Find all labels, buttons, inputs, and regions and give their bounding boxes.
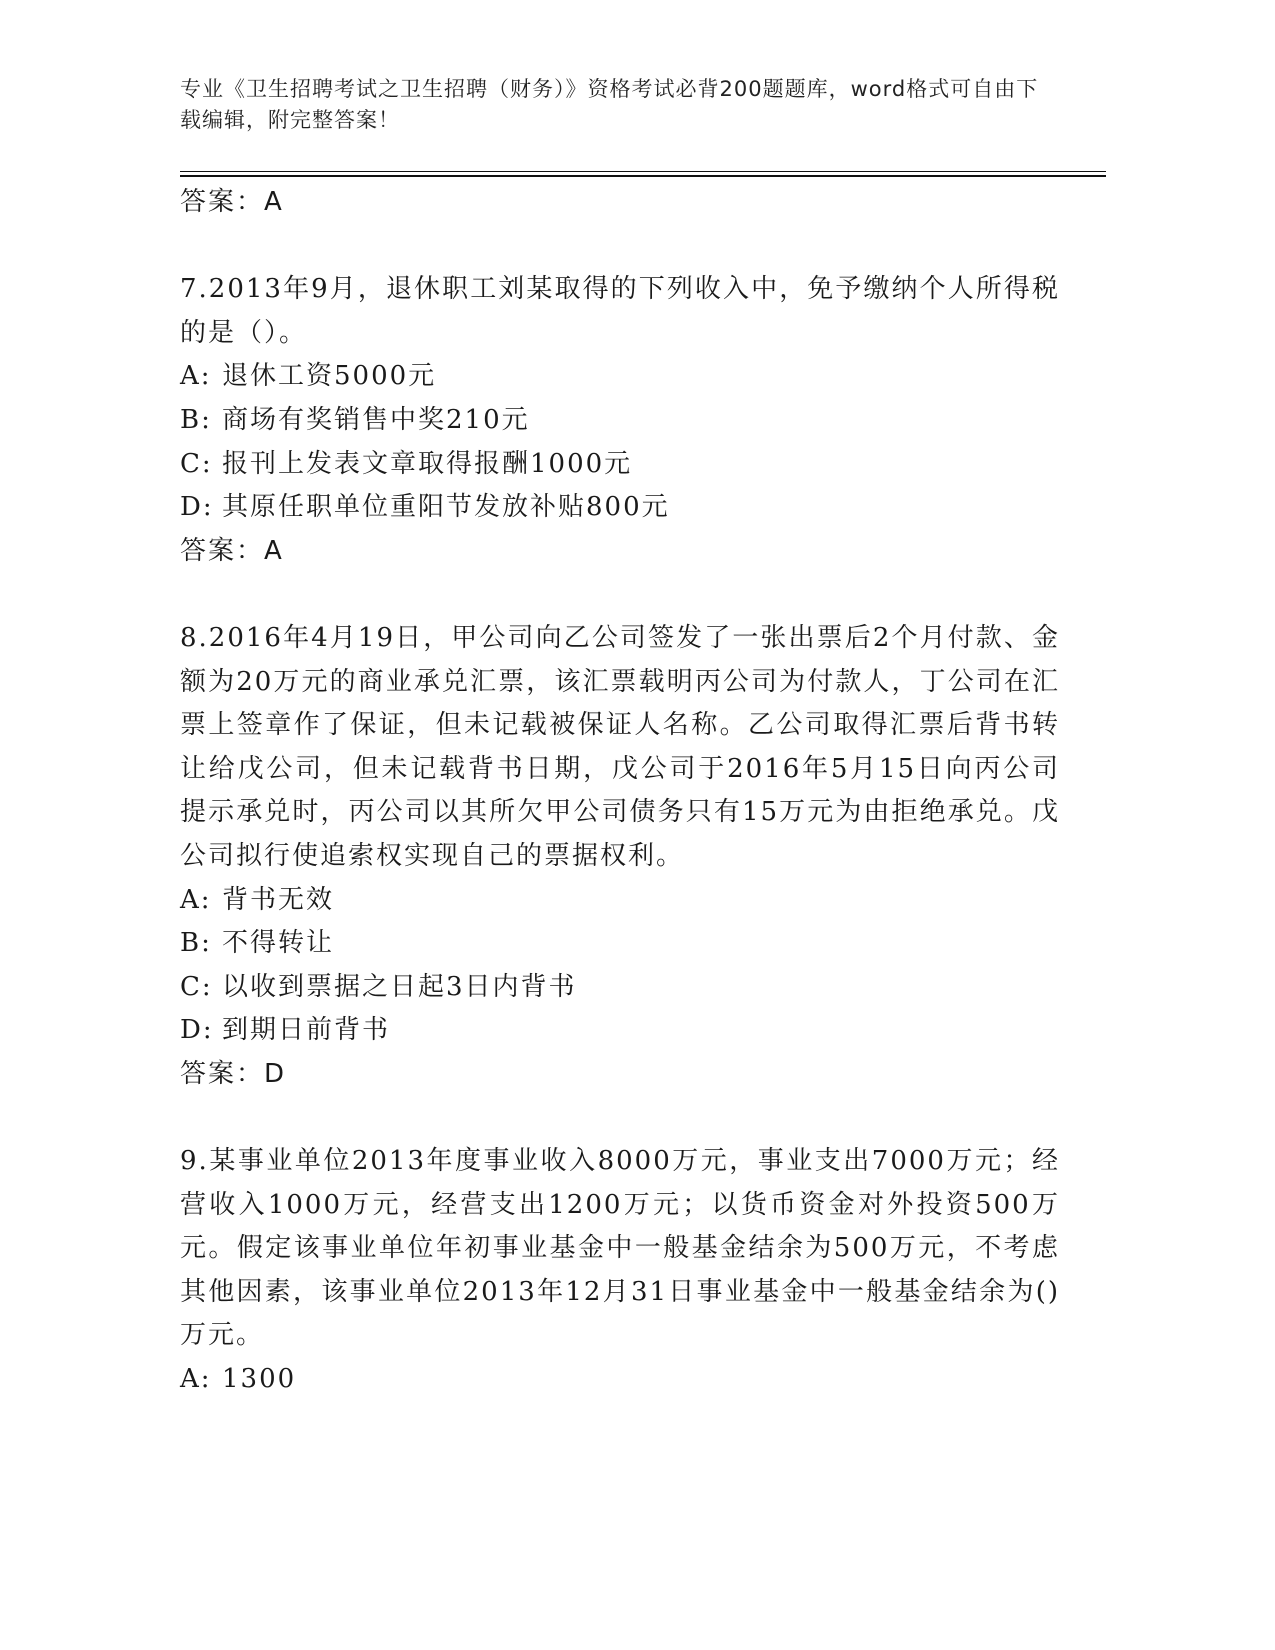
option-c bbox=[180, 966, 1060, 1010]
option-key: D: bbox=[180, 492, 214, 523]
question-block bbox=[180, 617, 1060, 1097]
answer-label: 答案： bbox=[180, 1058, 265, 1089]
answer-line bbox=[180, 1053, 1060, 1097]
option-key: B: bbox=[180, 928, 212, 959]
document-body bbox=[180, 181, 1060, 1402]
question-block bbox=[180, 268, 1060, 573]
option-b bbox=[180, 399, 1060, 443]
option-text: 不得转让 bbox=[222, 928, 335, 959]
option-key: A: bbox=[180, 1364, 212, 1395]
header-divider-thick bbox=[180, 175, 1106, 177]
answer-value: A bbox=[264, 187, 284, 217]
option-text: 1300 bbox=[222, 1364, 297, 1395]
document-header bbox=[180, 74, 1060, 136]
option-text: 以收到票据之日起3日内背书 bbox=[222, 971, 577, 1002]
option-key: C: bbox=[180, 448, 213, 479]
option-a bbox=[180, 1358, 1060, 1402]
option-key: D: bbox=[180, 1015, 214, 1046]
option-text: 到期日前背书 bbox=[222, 1015, 391, 1046]
option-a bbox=[180, 879, 1060, 923]
option-text: 退休工资5000元 bbox=[222, 361, 437, 392]
option-d bbox=[180, 1009, 1060, 1053]
option-a bbox=[180, 355, 1060, 399]
answer-label: 答案： bbox=[180, 187, 265, 217]
header-divider-thin bbox=[180, 171, 1106, 172]
option-key: A: bbox=[180, 361, 212, 392]
question-text: 7.2013年9月，退休职工刘某取得的下列收入中，免予缴纳个人所得税的是（）。 bbox=[180, 274, 1060, 348]
option-key: C: bbox=[180, 971, 213, 1002]
option-key: B: bbox=[180, 404, 212, 435]
answer-line bbox=[180, 181, 1060, 225]
option-text: 其原任职单位重阳节发放补贴800元 bbox=[222, 492, 670, 523]
answer-label: 答案： bbox=[180, 535, 265, 566]
question-text: 8.2016年4月19日，甲公司向乙公司签发了一张出票后2个月付款、金额为20万元的商业承兑汇票，该汇票载明丙公司为付款人，丁公司在汇票上签章作了保证，但未记载被保证人名称。乙公司取得汇票后背书转让给戊公司，但未记载背书日期，戊公司于2016年5月15日向丙公司提示承兑时，丙公司以其所欠甲公司债务只有15万元为由拒绝承兑。戊公司拟行使追索权实现自己的票据权利。 bbox=[180, 622, 1060, 871]
option-c bbox=[180, 443, 1060, 487]
answer-value: A bbox=[264, 535, 284, 566]
option-text: 背书无效 bbox=[222, 884, 335, 915]
option-text: 报刊上发表文章取得报酬1000元 bbox=[222, 448, 633, 479]
option-d bbox=[180, 486, 1060, 530]
answer-value: D bbox=[264, 1058, 287, 1089]
option-text: 商场有奖销售中奖210元 bbox=[222, 404, 530, 435]
question-block bbox=[180, 1140, 1060, 1402]
option-key: A: bbox=[180, 884, 212, 915]
option-b bbox=[180, 922, 1060, 966]
question-text: 9.某事业单位2013年度事业收入8000万元，事业支出7000万元；经营收入1000万元，经营支出1200万元；以货币资金对外投资500万元。假定该事业单位年初事业基金中一般基金结余为500万元，不考虑其他因素，该事业单位2013年12月31日事业基金中一般基金结余为()万元。 bbox=[180, 1146, 1060, 1351]
header-title: 专业《卫生招聘考试之卫生招聘（财务）》资格考试必背200题题库，word格式可自由下载编辑，附完整答案！ bbox=[180, 77, 1039, 132]
answer-line bbox=[180, 530, 1060, 574]
